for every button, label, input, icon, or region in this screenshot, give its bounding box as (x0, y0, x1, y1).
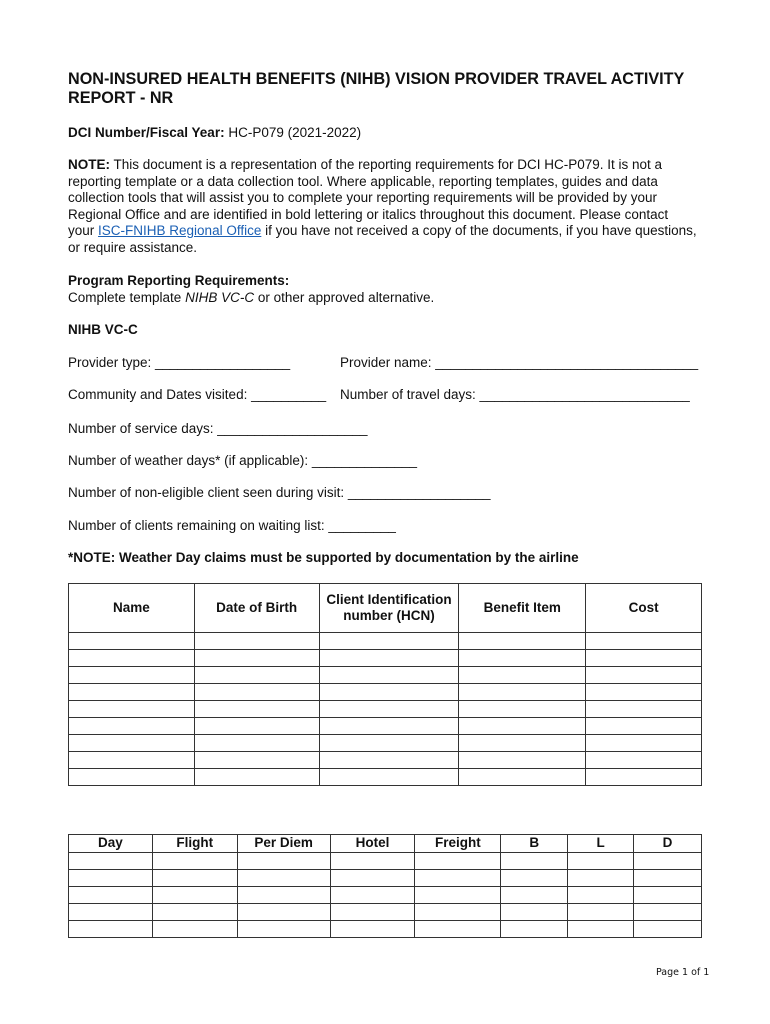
table-cell[interactable] (586, 633, 702, 650)
table-cell[interactable] (330, 921, 415, 938)
table-cell[interactable] (69, 667, 195, 684)
col-hotel: Hotel (330, 835, 415, 853)
table-row (69, 701, 702, 718)
table-cell[interactable] (319, 633, 459, 650)
table-cell[interactable] (459, 667, 586, 684)
table-cell[interactable] (501, 921, 568, 938)
table-cell[interactable] (459, 633, 586, 650)
table-cell[interactable] (194, 769, 319, 786)
waiting-list-field[interactable]: Number of clients remaining on waiting list: _________ (68, 518, 396, 533)
table-cell[interactable] (69, 921, 153, 938)
table-cell[interactable] (459, 735, 586, 752)
table-row (69, 752, 702, 769)
provider-name-field[interactable]: Provider name: ___________________________________ (340, 355, 699, 370)
table-cell[interactable] (330, 887, 415, 904)
table-row (69, 684, 702, 701)
dci-line (68, 125, 361, 142)
table-cell[interactable] (194, 650, 319, 667)
table-cell[interactable] (194, 684, 319, 701)
table-cell[interactable] (330, 870, 415, 887)
note-text: This document is a representation of the reporting requirements for DCI HC-P079. It is not a reporting template or a data collection tool. Where applicable, reporting templates, guides and data collection tools that will assist you to complete your reporting requirements will be provided by your Regional Office and are identified in bold lettering or italics throughout this document. Please contact your (68, 157, 669, 238)
table-cell[interactable] (459, 718, 586, 735)
provider-type-field[interactable]: Provider type: __________________ (68, 355, 291, 370)
table-cell[interactable] (501, 904, 568, 921)
table-row (69, 735, 702, 752)
table-cell[interactable] (568, 887, 634, 904)
table-cell[interactable] (152, 853, 237, 870)
table-cell[interactable] (586, 667, 702, 684)
dci-label: DCI Number/Fiscal Year: (68, 125, 225, 140)
table-cell[interactable] (568, 904, 634, 921)
table-row (69, 667, 702, 684)
table-cell[interactable] (319, 701, 459, 718)
table-cell[interactable] (634, 921, 702, 938)
community-dates-field[interactable]: Community and Dates visited: __________ (68, 387, 327, 402)
table-cell[interactable] (69, 650, 195, 667)
table-cell[interactable] (69, 735, 195, 752)
table-cell[interactable] (152, 887, 237, 904)
table-cell[interactable] (319, 650, 459, 667)
table-cell[interactable] (152, 904, 237, 921)
table-cell[interactable] (69, 701, 195, 718)
table-cell[interactable] (194, 701, 319, 718)
table-cell[interactable] (194, 633, 319, 650)
table-cell[interactable] (319, 769, 459, 786)
table-cell[interactable] (194, 718, 319, 735)
table-cell[interactable] (237, 887, 330, 904)
travel-table (68, 834, 702, 938)
table-cell[interactable] (586, 769, 702, 786)
table-cell[interactable] (586, 735, 702, 752)
non-eligible-field[interactable]: Number of non-eligible client seen during visit: ___________________ (68, 485, 491, 500)
table-cell[interactable] (237, 853, 330, 870)
col-b: B (501, 835, 568, 853)
table-cell[interactable] (568, 853, 634, 870)
table-cell[interactable] (194, 667, 319, 684)
table-row (69, 769, 702, 786)
table-cell[interactable] (459, 701, 586, 718)
requirements-template: NIHB VC-C (185, 289, 255, 305)
table-cell[interactable] (459, 769, 586, 786)
travel-days-field[interactable]: Number of travel days: ____________________________ (340, 387, 690, 402)
section-heading: NIHB VC-C (68, 322, 138, 337)
col-freight: Freight (415, 835, 501, 853)
table-cell[interactable] (634, 904, 702, 921)
table-cell[interactable] (237, 921, 330, 938)
page-title: NON-INSURED HEALTH BENEFITS (NIHB) VISION PROVIDER TRAVEL ACTIVITY REPORT - NR (68, 70, 685, 107)
table-cell[interactable] (330, 853, 415, 870)
service-days-field[interactable]: Number of service days: ____________________ (68, 421, 368, 436)
table-cell[interactable] (69, 684, 195, 701)
table-cell[interactable] (568, 921, 634, 938)
table-cell[interactable] (586, 752, 702, 769)
table-cell[interactable] (237, 904, 330, 921)
col-d: D (634, 835, 702, 853)
col-day: Day (69, 835, 153, 853)
weather-note: *NOTE: Weather Day claims must be supported by documentation by the airline (68, 550, 579, 565)
col-flight: Flight (152, 835, 237, 853)
table-row (69, 904, 702, 921)
table-cell[interactable] (237, 870, 330, 887)
weather-days-field[interactable]: Number of weather days* (if applicable): ______________ (68, 453, 417, 468)
table-cell[interactable] (586, 701, 702, 718)
table-cell[interactable] (69, 853, 153, 870)
table-cell[interactable] (415, 921, 501, 938)
table-cell[interactable] (459, 752, 586, 769)
note-text-end: if you have not received a copy of the documents, if you have questions, or require assistance. (68, 223, 697, 255)
table-cell[interactable] (319, 752, 459, 769)
table-cell[interactable] (634, 870, 702, 887)
table-cell[interactable] (415, 870, 501, 887)
table-cell[interactable] (319, 718, 459, 735)
table-cell[interactable] (501, 887, 568, 904)
col-date-of-birth: Date of Birth (194, 584, 319, 633)
table-row (69, 633, 702, 650)
table-row (69, 718, 702, 735)
table-cell[interactable] (69, 870, 153, 887)
table-row (69, 853, 702, 870)
table-row (69, 921, 702, 938)
table-cell[interactable] (319, 735, 459, 752)
table-cell[interactable] (501, 870, 568, 887)
col-client-id: Client Identification number (HCN) (319, 584, 459, 633)
table-cell[interactable] (415, 887, 501, 904)
requirements-heading: Program Reporting Requirements: (68, 273, 290, 288)
table-cell[interactable] (586, 718, 702, 735)
table-cell[interactable] (69, 633, 195, 650)
table-cell[interactable] (69, 752, 195, 769)
table-cell[interactable] (415, 904, 501, 921)
col-name: Name (69, 584, 195, 633)
table-cell[interactable] (415, 853, 501, 870)
client-table (68, 583, 702, 786)
table-cell[interactable] (634, 853, 702, 870)
page-number: Page 1 of 1 (656, 967, 710, 978)
regional-office-link[interactable]: ISC-FNIHB Regional Office (98, 223, 262, 238)
note-label: NOTE: (68, 157, 110, 172)
table-row (69, 870, 702, 887)
note-paragraph (68, 157, 698, 256)
table-row (69, 650, 702, 667)
table-cell[interactable] (69, 904, 153, 921)
col-per-diem: Per Diem (237, 835, 330, 853)
table-cell[interactable] (152, 921, 237, 938)
table-cell[interactable] (586, 684, 702, 701)
col-benefit-item: Benefit Item (459, 584, 586, 633)
table-row (69, 887, 702, 904)
table-cell[interactable] (459, 650, 586, 667)
table-cell[interactable] (459, 684, 586, 701)
table-cell[interactable] (501, 853, 568, 870)
table-cell[interactable] (586, 650, 702, 667)
col-l: L (568, 835, 634, 853)
table-cell[interactable] (319, 667, 459, 684)
table-cell[interactable] (319, 684, 459, 701)
col-cost: Cost (586, 584, 702, 633)
table-cell[interactable] (634, 887, 702, 904)
table-cell[interactable] (69, 769, 195, 786)
reporting-requirements (68, 273, 698, 306)
requirements-pre: Complete template (68, 289, 182, 305)
table-cell[interactable] (69, 887, 153, 904)
dci-value: HC-P079 (2021-2022) (228, 125, 362, 140)
table-cell[interactable] (152, 870, 237, 887)
table-cell[interactable] (568, 870, 634, 887)
table-cell[interactable] (330, 904, 415, 921)
table-cell[interactable] (194, 752, 319, 769)
table-cell[interactable] (69, 718, 195, 735)
table-cell[interactable] (194, 735, 319, 752)
requirements-post: or other approved alternative. (257, 289, 435, 305)
